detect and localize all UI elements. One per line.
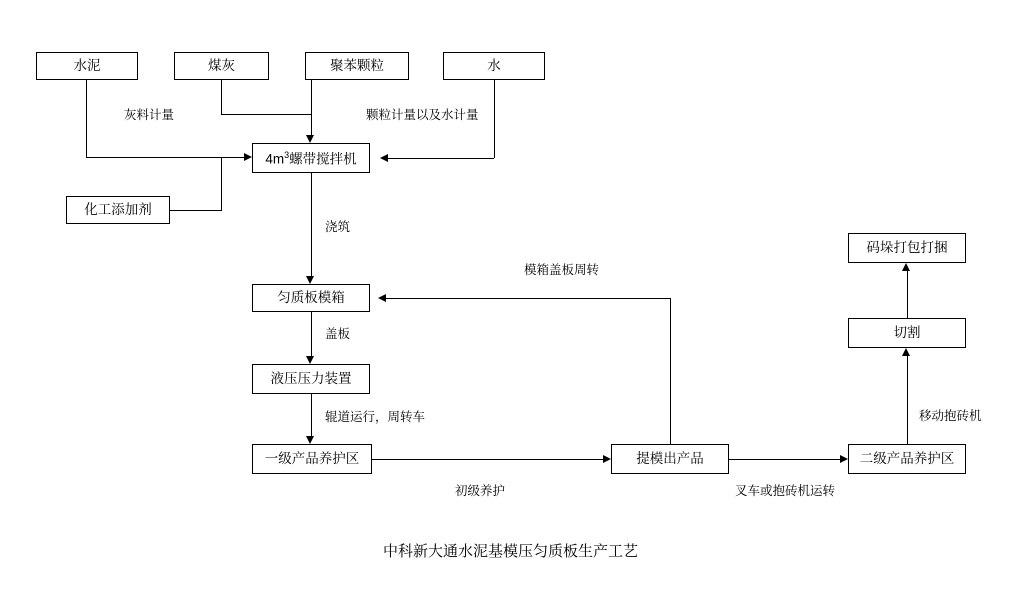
node-cement-label: 水泥 [73,58,101,74]
connector-demold-return-vertical [670,298,671,444]
connector-water-horizontal [388,158,494,159]
node-stacking-label: 码垛打包打捆 [866,240,948,256]
connector-additive-horizontal [170,210,222,211]
edge-label-forklift-transfer-text: 叉车或抱砖机运转 [735,484,836,498]
arrow-curing2-to-cutting [902,348,910,356]
edge-label-cover-plate-text: 盖板 [325,327,351,341]
connector-polystyrene-vertical [311,80,312,135]
node-demold-label: 提模出产品 [636,451,704,467]
connector-cutting-to-stacking [907,271,908,318]
edge-label-rail-transfer-text: 辊道运行，周转车 [325,410,426,424]
arrow-cutting-to-stacking [902,263,910,271]
node-curing-1 [252,444,372,474]
node-water [443,52,545,80]
node-curing-2-label: 二级产品养护区 [859,451,955,467]
edge-label-primary-curing-text: 初级养护 [455,484,506,498]
node-mold-box-label: 匀质板模箱 [277,290,345,306]
node-polystyrene-label: 聚苯颗粒 [330,58,384,74]
node-fly-ash-label: 煤灰 [208,58,235,74]
connector-mixer-to-moldbox [311,173,312,276]
connector-flyash-vertical [221,80,222,114]
node-water-label: 水 [487,58,501,74]
edge-label-cover-plate [325,328,350,341]
edge-label-particle-metering [366,109,479,122]
connector-cement-vertical [86,80,87,157]
connector-demold-return-horizontal [386,298,670,299]
connector-moldbox-to-hydraulic [311,312,312,356]
node-demold [611,444,729,474]
edge-label-primary-curing [455,485,505,498]
arrow-polystyrene-to-mixer [306,135,314,143]
node-additive [66,196,170,224]
edge-label-ash-metering [124,109,174,122]
edge-label-box-cover-cycle-text: 模箱盖板周转 [524,263,600,277]
connector-additive-vertical [221,157,222,210]
edge-label-pouring-text: 浇筑 [325,220,351,234]
edge-label-rail-transfer [325,411,425,424]
arrow-mixer-to-moldbox [306,276,314,284]
node-mixer-label: $4m^3$螺带搅拌机 [265,149,357,166]
connector-flyash-horizontal [221,114,311,115]
connector-hydraulic-to-curing1 [311,394,312,436]
edge-label-brick-clamp-text: 移动抱砖机 [919,409,982,423]
arrow-water-to-mixer [380,154,388,162]
connector-curing2-to-cutting [907,356,908,444]
node-mold-box [252,284,370,312]
node-mixer [252,143,370,173]
arrow-demold-to-curing2 [840,455,848,463]
edge-label-box-cover-cycle [524,264,599,277]
edge-label-ash-metering-text: 灰料计量 [124,108,175,122]
arrow-into-mixer-left [244,153,252,161]
node-fly-ash [174,52,269,80]
edge-label-pouring [325,221,350,234]
diagram-caption: 中科新大通水泥基模压匀质板生产工艺 [382,543,638,560]
edge-label-particle-metering-text: 颗粒计量以及水计量 [366,108,479,122]
arrow-moldbox-to-hydraulic [306,356,314,364]
node-hydraulic-label: 液压压力装置 [270,371,352,387]
node-stacking [848,233,966,263]
node-hydraulic [252,364,370,394]
node-additive-label: 化工添加剂 [84,202,152,218]
arrow-curing1-to-demold [603,455,611,463]
node-cement [36,52,138,80]
node-curing-1-label: 一级产品养护区 [264,451,360,467]
node-curing-2 [848,444,966,474]
connector-water-vertical [494,80,495,158]
edge-label-forklift-transfer [735,485,835,498]
arrow-return-to-moldbox [378,294,386,302]
node-cutting [848,318,966,348]
edge-label-brick-clamp [919,410,982,423]
node-polystyrene [305,52,409,80]
connector-demold-to-curing2 [729,459,840,460]
node-cutting-label: 切割 [893,325,921,341]
arrow-hydraulic-to-curing1 [306,436,314,444]
connector-curing1-to-demold [372,459,603,460]
